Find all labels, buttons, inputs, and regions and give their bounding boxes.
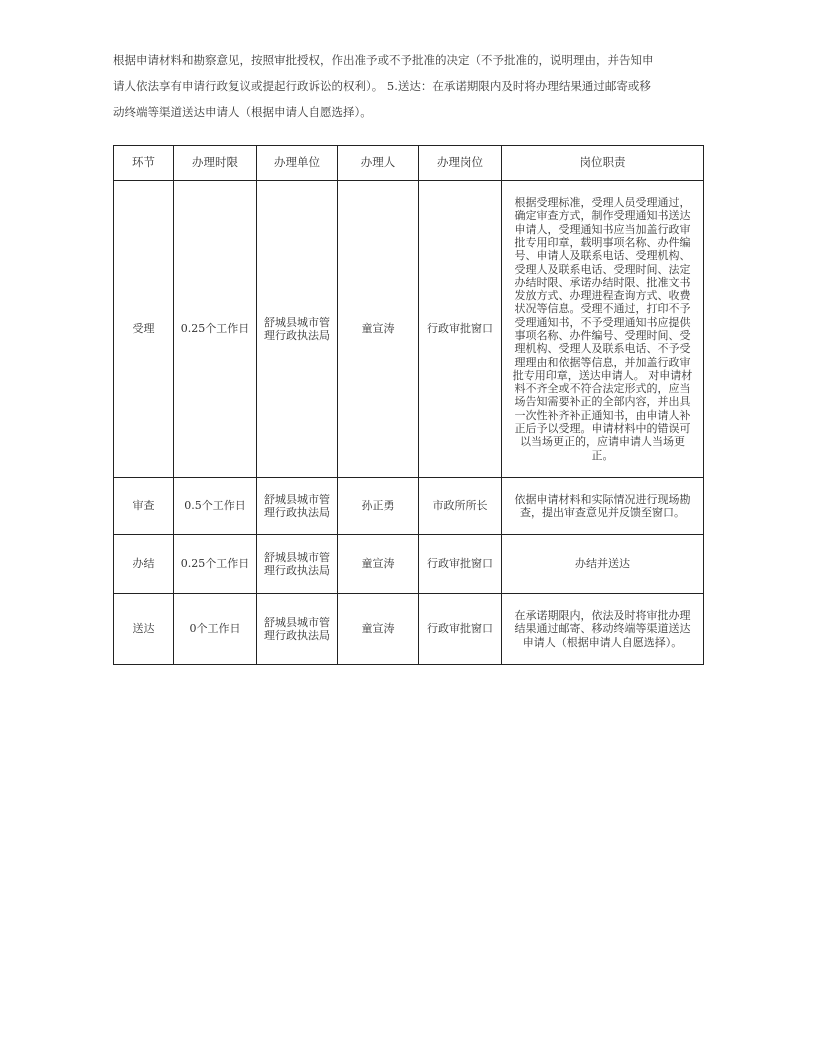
- intro-paragraph: [113, 47, 713, 125]
- header-person: 办理人: [338, 146, 419, 181]
- intro-line: 动终端等渠道送达申请人（根据申请人自愿选择）。: [113, 105, 372, 119]
- cell-post: 行政审批窗口: [419, 181, 502, 478]
- cell-step: 受理: [114, 181, 174, 478]
- header-unit: 办理单位: [257, 146, 338, 181]
- cell-duty: 办结并送达: [502, 535, 704, 594]
- cell-unit: 舒城县城市管理行政执法局: [257, 535, 338, 594]
- table-header-row: [114, 146, 704, 181]
- intro-line: 请人依法享有申请行政复议或提起行政诉讼的权利）。 5.送达：在承诺期限内及时将办理结果通过邮寄或移: [113, 79, 651, 93]
- cell-step: 办结: [114, 535, 174, 594]
- header-duty: 岗位职责: [502, 146, 704, 181]
- cell-time-limit: 0个工作日: [174, 594, 257, 665]
- cell-unit: 舒城县城市管理行政执法局: [257, 594, 338, 665]
- cell-unit: 舒城县城市管理行政执法局: [257, 478, 338, 535]
- cell-person: 童宣涛: [338, 535, 419, 594]
- intro-line: 根据申请材料和勘察意见，按照审批授权，作出准予或不予批准的决定（不予批准的，说明理由，并告知申: [113, 53, 654, 67]
- header-post: 办理岗位: [419, 146, 502, 181]
- table-row: [114, 478, 704, 535]
- header-step: 环节: [114, 146, 174, 181]
- cell-person: 童宣涛: [338, 594, 419, 665]
- cell-step: 审查: [114, 478, 174, 535]
- cell-time-limit: 0.25个工作日: [174, 181, 257, 478]
- table-row: [114, 181, 704, 478]
- cell-duty: 根据受理标准，受理人员受理通过，确定审查方式，制作受理通知书送达申请人，受理通知书应当加盖行政审批专用印章，载明事项名称、办件编号、申请人及联系电话、受理机构、受理人及联系电话、受理时间、法定办结时限、承诺办结时限、批准文书发放方式、办理进程查询方式、收费状况等信息。受理不通过，打印不予受理通知书，不予受理通知书应提供事项名称、办件编号、受理时间、受理机构、受理人及联系电话、不予受理理由和依据等信息，并加盖行政审批专用印章，送达申请人。 对申请材料不齐全或不符合法定形式的，应当场告知需要补正的全部内容，并出具一次性补齐补正通知书，由申请人补正后予以受理。申请材料中的错误可以当场更正的，应请申请人当场更正。: [502, 181, 704, 478]
- cell-person: 童宣涛: [338, 181, 419, 478]
- cell-unit: 舒城县城市管理行政执法局: [257, 181, 338, 478]
- cell-duty: 依据申请材料和实际情况进行现场勘查，提出审查意见并反馈至窗口。: [502, 478, 704, 535]
- cell-time-limit: 0.5个工作日: [174, 478, 257, 535]
- header-time-limit: 办理时限: [174, 146, 257, 181]
- table-row: [114, 535, 704, 594]
- table-row: [114, 594, 704, 665]
- cell-post: 市政所所长: [419, 478, 502, 535]
- cell-step: 送达: [114, 594, 174, 665]
- process-table: [113, 145, 704, 665]
- cell-time-limit: 0.25个工作日: [174, 535, 257, 594]
- cell-post: 行政审批窗口: [419, 594, 502, 665]
- cell-duty: 在承诺期限内，依法及时将审批办理结果通过邮寄、移动终端等渠道送达申请人（根据申请人自愿选择）。: [502, 594, 704, 665]
- cell-person: 孙正勇: [338, 478, 419, 535]
- cell-post: 行政审批窗口: [419, 535, 502, 594]
